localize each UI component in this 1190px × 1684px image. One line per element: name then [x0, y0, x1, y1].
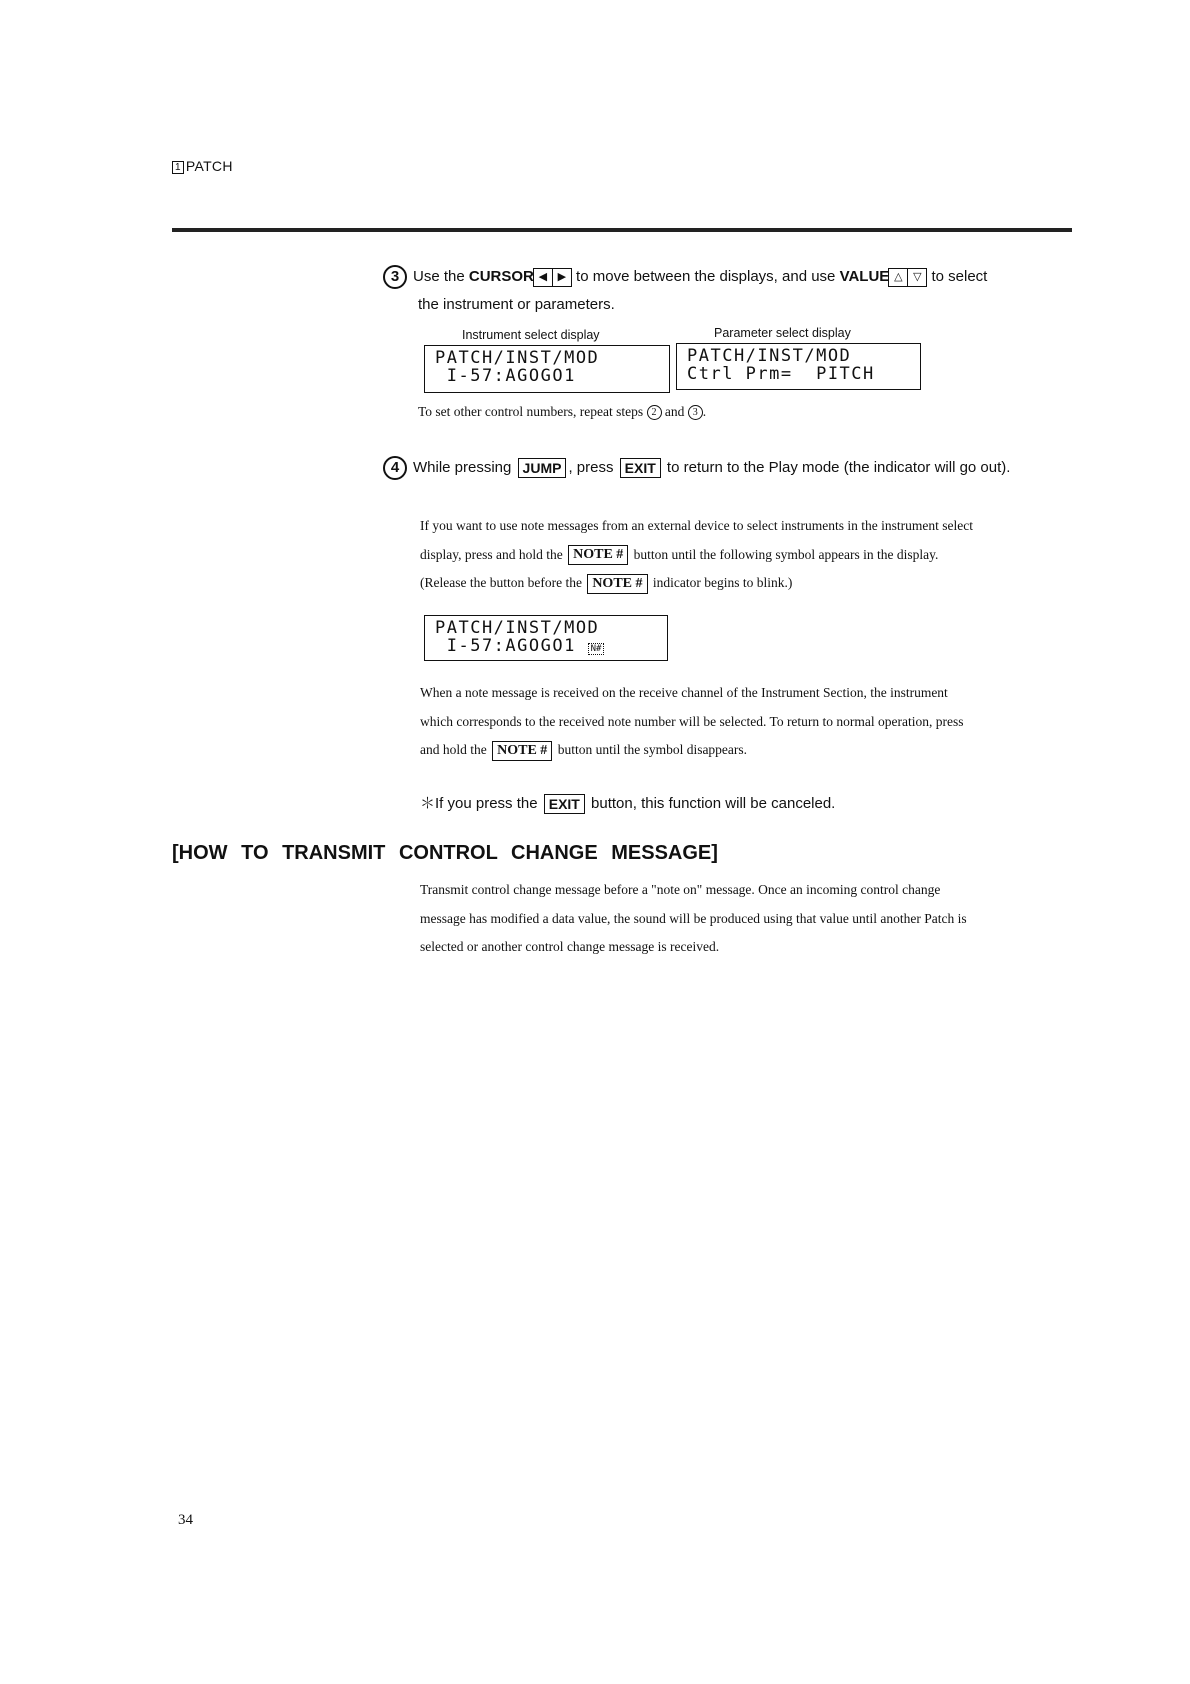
cursor-label: CURSOR [468, 268, 534, 285]
step-4 [383, 453, 1010, 483]
section-title: PATCH [185, 158, 233, 174]
step-text: to select [927, 268, 988, 285]
para-line: If you want to use note messages from an external device to select instruments in the instrument select [420, 518, 973, 533]
note-text: button, this function will be canceled. [586, 795, 836, 812]
header-rule [172, 228, 1072, 232]
lcd-line-2: Ctrl Prm= PITCH [687, 364, 875, 384]
jump-key: JUMP [518, 458, 567, 478]
parameter-display-caption: Parameter select display [714, 326, 851, 340]
para-text: indicator begins to blink.) [649, 575, 793, 590]
cursor-left-icon: ◀ [533, 268, 553, 287]
note-text: . [702, 404, 707, 419]
page-header [172, 158, 233, 174]
para-text: display, press and hold the [420, 546, 567, 562]
parameter-select-display [676, 343, 921, 390]
value-label: VALUE [839, 268, 890, 285]
instrument-display-caption: Instrument select display [462, 328, 600, 342]
lcd-line-2: I-57:AGOGO1 [435, 366, 576, 386]
received-paragraph [420, 679, 1070, 765]
chapter-number: 1 [172, 161, 184, 174]
step-text: to return to the Play mode (the indicator will go out). [662, 459, 1011, 476]
step-text: Use the [413, 268, 469, 285]
lcd-line-2 [435, 637, 657, 655]
step-3 [383, 262, 987, 292]
step-ref: 2 [647, 405, 662, 420]
note-key: NOTE # [568, 545, 628, 565]
step-text: , press [568, 459, 618, 476]
note-number-symbol: N# [588, 643, 605, 655]
step-text: While pressing [413, 459, 516, 476]
note-key: NOTE # [492, 741, 552, 761]
para-line: Transmit control change message before a "note on" message. Once an incoming control change [420, 882, 941, 897]
step-3-line2: the instrument or parameters. [418, 296, 615, 313]
note-key: NOTE # [587, 574, 647, 594]
lcd-line-1: PATCH/INST/MOD [687, 346, 852, 366]
section-heading: [HOW TO TRANSMIT CONTROL CHANGE MESSAGE] [172, 842, 718, 864]
para-text: button until the following symbol appears in the display. [630, 546, 939, 562]
step-text: to move between the displays, and use [571, 268, 840, 285]
step-number: 4 [383, 456, 407, 480]
step-number: 3 [383, 265, 407, 289]
step-ref: 3 [688, 405, 703, 420]
para-line: which corresponds to the received note number will be selected. To return to normal operation, press [420, 713, 964, 729]
note-symbol-display [424, 615, 668, 661]
note-text: To set other control numbers, repeat steps [418, 404, 647, 419]
para-text: and hold the [420, 742, 491, 757]
note-paragraph [420, 512, 1070, 598]
note-text: and [661, 404, 688, 419]
value-up-icon: △ [888, 268, 908, 287]
lcd-line-1: PATCH/INST/MOD [435, 618, 600, 638]
transmit-paragraph [420, 876, 1070, 962]
para-line [420, 541, 1070, 570]
para-text: (Release the button before the [420, 575, 586, 590]
page-number: 34 [178, 1512, 193, 1528]
para-text: button until the symbol disappears. [554, 742, 748, 757]
para-line: selected or another control change message is received. [420, 939, 720, 954]
para-line: When a note message is received on the receive channel of the Instrument Section, the instrument [420, 685, 948, 700]
para-line [420, 736, 1070, 765]
exit-note [420, 792, 835, 814]
exit-key: EXIT [620, 458, 661, 478]
para-line [420, 569, 1070, 598]
para-line: message has modified a data value, the sound will be produced using that value until another Patch is [420, 910, 967, 926]
value-down-icon: ▽ [907, 268, 927, 287]
lcd-line-1: PATCH/INST/MOD [435, 348, 600, 368]
lcd-text: I-57:AGOGO1 [435, 636, 588, 656]
exit-key: EXIT [544, 794, 585, 814]
cursor-right-icon: ▶ [552, 268, 572, 287]
instrument-select-display [424, 345, 670, 393]
repeat-note [418, 404, 706, 420]
note-text: ＊If you press the [420, 795, 542, 812]
